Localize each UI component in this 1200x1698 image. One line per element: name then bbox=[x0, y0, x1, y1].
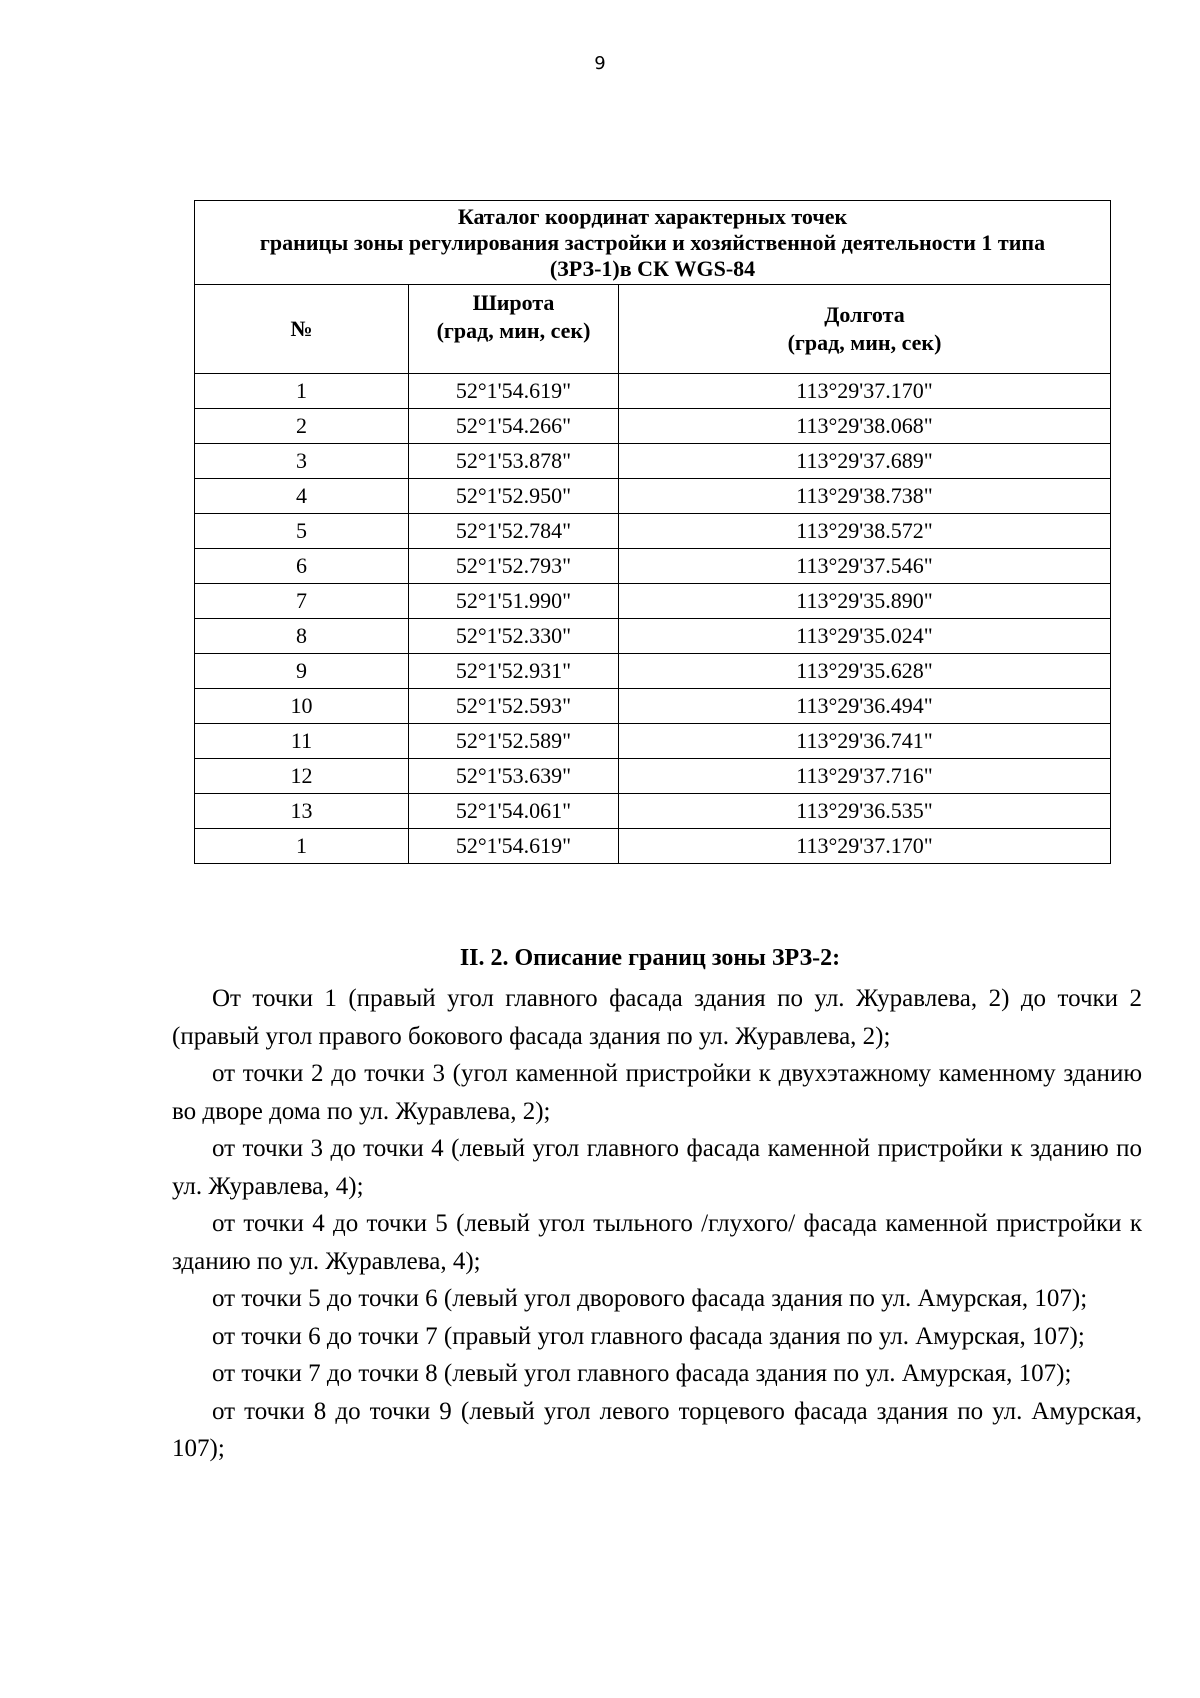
longitude-value: 113°29'37.716" bbox=[619, 759, 1111, 794]
latitude-value: 52°1'52.793" bbox=[409, 549, 619, 584]
longitude-value: 113°29'35.890" bbox=[619, 584, 1111, 619]
latitude-value: 52°1'51.990" bbox=[409, 584, 619, 619]
longitude-header-title: Долгота bbox=[824, 302, 905, 327]
point-number: 4 bbox=[195, 479, 409, 514]
point-number: 12 bbox=[195, 759, 409, 794]
column-header-number: № bbox=[195, 285, 409, 374]
latitude-value: 52°1'52.950" bbox=[409, 479, 619, 514]
point-number: 1 bbox=[195, 829, 409, 864]
table-row bbox=[195, 444, 1111, 479]
latitude-value: 52°1'52.931" bbox=[409, 654, 619, 689]
table-row bbox=[195, 829, 1111, 864]
table-caption bbox=[195, 201, 1111, 285]
table-row bbox=[195, 724, 1111, 759]
longitude-value: 113°29'37.170" bbox=[619, 374, 1111, 409]
longitude-value: 113°29'38.068" bbox=[619, 409, 1111, 444]
point-number: 8 bbox=[195, 619, 409, 654]
longitude-value: 113°29'35.024" bbox=[619, 619, 1111, 654]
table-row bbox=[195, 654, 1111, 689]
longitude-value: 113°29'37.170" bbox=[619, 829, 1111, 864]
column-header-longitude bbox=[619, 285, 1111, 374]
point-number: 1 bbox=[195, 374, 409, 409]
latitude-value: 52°1'54.619" bbox=[409, 374, 619, 409]
longitude-value: 113°29'38.738" bbox=[619, 479, 1111, 514]
latitude-value: 52°1'53.639" bbox=[409, 759, 619, 794]
boundary-paragraph: от точки 3 до точки 4 (левый угол главного фасада каменной пристройки к зданию по ул. Журавлева, 4); bbox=[172, 1135, 1142, 1200]
boundary-paragraph: от точки 8 до точки 9 (левый угол левого торцевого фасада здания по ул. Амурская, 107); bbox=[172, 1397, 1142, 1462]
column-header-latitude bbox=[409, 285, 619, 374]
point-number: 10 bbox=[195, 689, 409, 724]
point-number: 3 bbox=[195, 444, 409, 479]
table-row bbox=[195, 584, 1111, 619]
boundary-paragraph: От точки 1 (правый угол главного фасада здания по ул. Журавлева, 2) до точки 2 (правый угол правого бокового фасада здания по ул. Журавлева, 2); bbox=[172, 985, 1142, 1050]
longitude-value: 113°29'37.546" bbox=[619, 549, 1111, 584]
point-number: 9 bbox=[195, 654, 409, 689]
caption-line: Каталог координат характерных точек bbox=[457, 203, 848, 229]
latitude-header-title: Широта bbox=[472, 290, 555, 315]
boundary-paragraph: от точки 2 до точки 3 (угол каменной пристройки к двухэтажному каменному зданию во дворе дома по ул. Журавлева, 2); bbox=[172, 1060, 1142, 1125]
caption-line: (ЗРЗ-1)в СК WGS-84 bbox=[549, 255, 756, 281]
latitude-value: 52°1'52.593" bbox=[409, 689, 619, 724]
table-row bbox=[195, 374, 1111, 409]
table-row bbox=[195, 619, 1111, 654]
caption-line: границы зоны регулирования застройки и хозяйственной деятельности 1 типа bbox=[259, 229, 1046, 255]
boundary-paragraph: от точки 7 до точки 8 (левый угол главного фасада здания по ул. Амурская, 107); bbox=[212, 1360, 1072, 1387]
coordinates-table bbox=[194, 200, 1111, 864]
latitude-value: 52°1'54.266" bbox=[409, 409, 619, 444]
boundary-paragraph: от точки 4 до точки 5 (левый угол тыльного /глухого/ фасада каменной пристройки к зданию по ул. Журавлева, 4); bbox=[172, 1210, 1142, 1275]
point-number: 2 bbox=[195, 409, 409, 444]
point-number: 6 bbox=[195, 549, 409, 584]
point-number: 7 bbox=[195, 584, 409, 619]
latitude-value: 52°1'54.061" bbox=[409, 794, 619, 829]
table-row bbox=[195, 794, 1111, 829]
section-title: II. 2. Описание границ зоны ЗРЗ-2: bbox=[459, 945, 841, 971]
table-row bbox=[195, 479, 1111, 514]
longitude-value: 113°29'36.535" bbox=[619, 794, 1111, 829]
longitude-value: 113°29'37.689" bbox=[619, 444, 1111, 479]
page-number: 9 bbox=[594, 53, 606, 74]
latitude-value: 52°1'53.878" bbox=[409, 444, 619, 479]
longitude-value: 113°29'38.572" bbox=[619, 514, 1111, 549]
table-row bbox=[195, 549, 1111, 584]
boundary-paragraph: от точки 5 до точки 6 (левый угол дворового фасада здания по ул. Амурская, 107); bbox=[212, 1285, 1088, 1312]
point-number: 13 bbox=[195, 794, 409, 829]
point-number: 5 bbox=[195, 514, 409, 549]
latitude-value: 52°1'52.330" bbox=[409, 619, 619, 654]
table-row bbox=[195, 514, 1111, 549]
point-number: 11 bbox=[195, 724, 409, 759]
table-row bbox=[195, 409, 1111, 444]
longitude-header-unit: (град, мин, сек) bbox=[787, 330, 942, 355]
latitude-value: 52°1'52.589" bbox=[409, 724, 619, 759]
boundary-paragraph: от точки 6 до точки 7 (правый угол главного фасада здания по ул. Амурская, 107); bbox=[212, 1322, 1085, 1350]
latitude-header-unit: (град, мин, сек) bbox=[436, 318, 591, 343]
table-row bbox=[195, 759, 1111, 794]
longitude-value: 113°29'36.494" bbox=[619, 689, 1111, 724]
longitude-value: 113°29'35.628" bbox=[619, 654, 1111, 689]
latitude-value: 52°1'52.784" bbox=[409, 514, 619, 549]
boundary-description bbox=[172, 980, 1142, 1468]
longitude-value: 113°29'36.741" bbox=[619, 724, 1111, 759]
table-row bbox=[195, 689, 1111, 724]
latitude-value: 52°1'54.619" bbox=[409, 829, 619, 864]
